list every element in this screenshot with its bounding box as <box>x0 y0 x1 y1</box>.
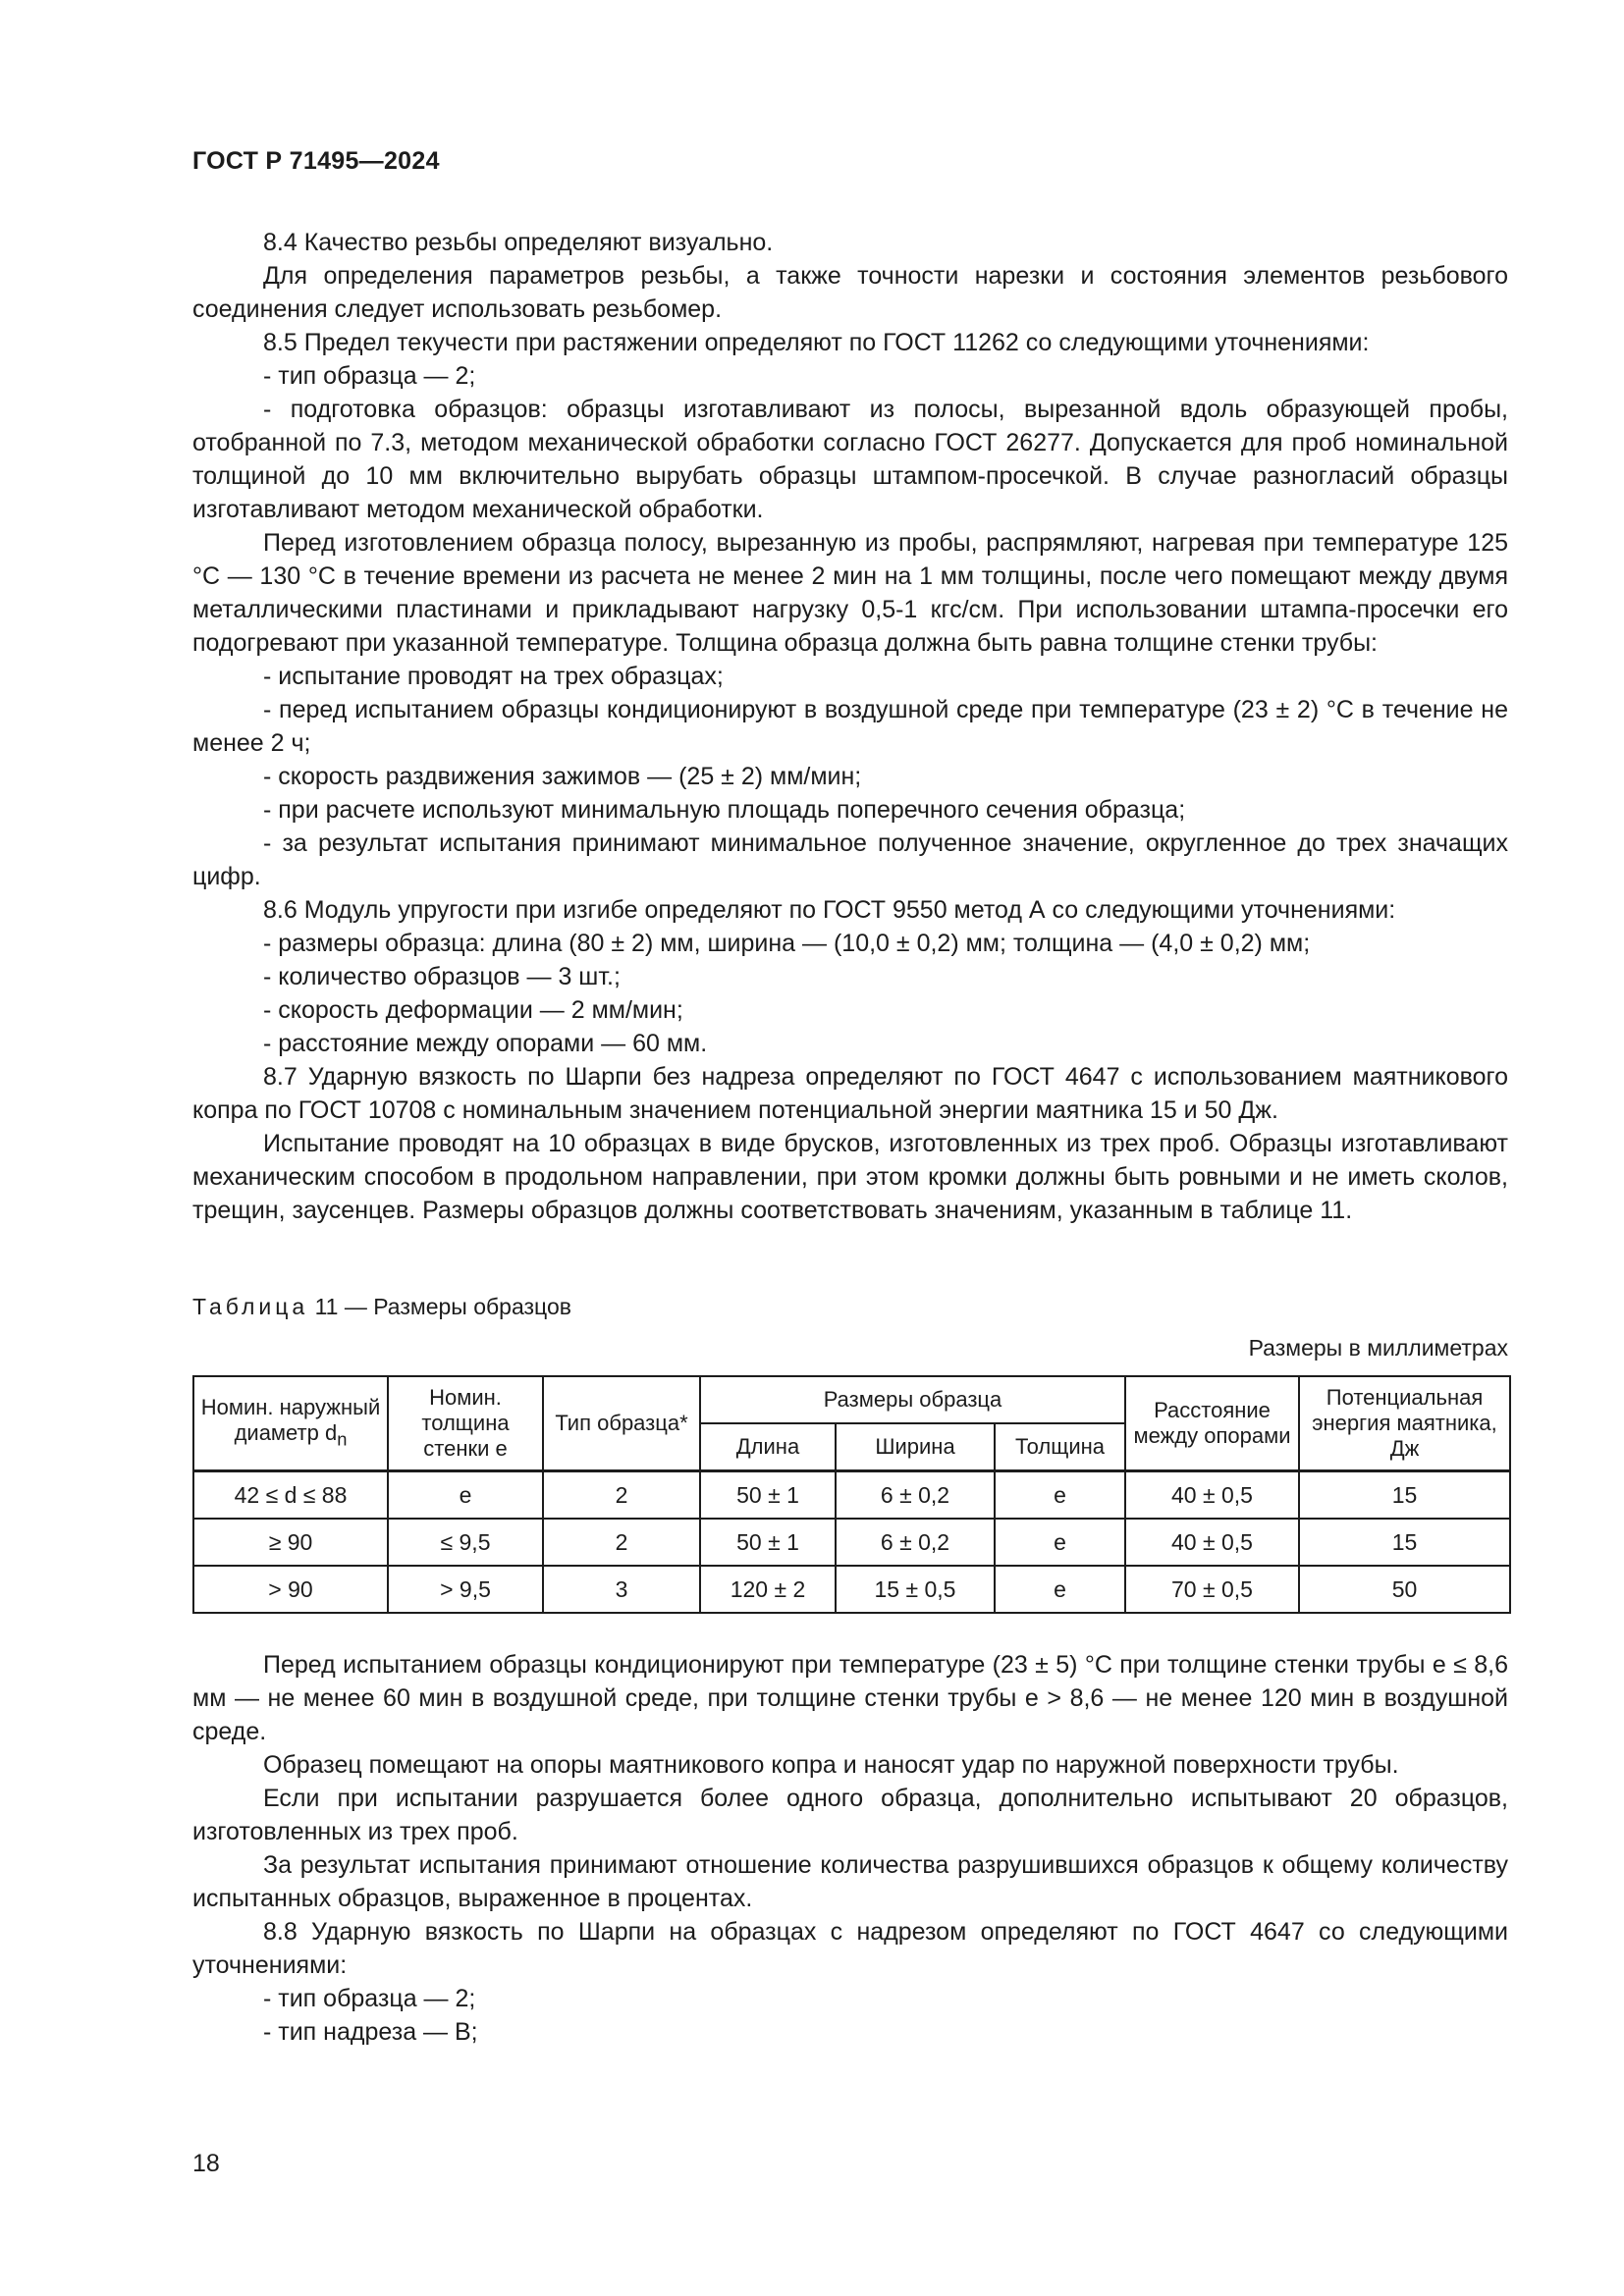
list-item: - за результат испытания принимают минимальное полученное значение, округленное до трех значащих цифр. <box>192 829 1508 890</box>
header-length: Длина <box>700 1423 836 1471</box>
table-cell: 6 ± 0,2 <box>836 1519 995 1566</box>
paragraph: Перед испытанием образцы кондиционируют при температуре (23 ± 5) °С при толщине стенки трубы e ≤ 8,6 мм — не менее 60 мин в воздушной среде, при толщине стенки трубы e > 8,6 — не менее 120 мин в воздушной среде. <box>192 1651 1508 1745</box>
list-item: - тип образца — 2; <box>263 1985 476 2012</box>
body-text-before-table <box>192 226 1508 1227</box>
table-cell: e <box>995 1519 1125 1566</box>
table-caption-title: 11 — Размеры образцов <box>308 1294 571 1319</box>
paragraph: Испытание проводят на 10 образцах в виде брусков, изготовленных из трех проб. Образцы изготавливают механическим способом в продольном направлении, при этом кромки должны быть ровными и не иметь сколов, трещин, заусенцев. Размеры образцов должны соответствовать значениям, указанным в таблице 11. <box>192 1130 1508 1224</box>
list-item: - перед испытанием образцы кондиционируют в воздушной среде при температуре (23 ± 2) °С в течение не менее 2 ч; <box>192 696 1508 757</box>
header-pendulum-energy: Потенциальная энергия маятника, Дж <box>1299 1376 1510 1471</box>
list-item: - скорость деформации — 2 мм/мин; <box>263 996 683 1024</box>
table-cell: > 90 <box>193 1566 388 1613</box>
table-cell: 50 ± 1 <box>700 1519 836 1566</box>
header-specimen-dimensions: Размеры образца <box>700 1376 1125 1423</box>
list-item: - подготовка образцов: образцы изготавливают из полосы, вырезанной вдоль образующей пробы, отобранной по 7.3, методом механической обработки согласно ГОСТ 26277. Допускается для проб номинальной толщиной до 10 мм включительно вырубать образцы штампом-просечкой. В случае разногласий образцы изготавливают методом механической обработки. <box>192 396 1508 523</box>
table-cell: 120 ± 2 <box>700 1566 836 1613</box>
table-cell: 15 ± 0,5 <box>836 1566 995 1613</box>
table-cell: 2 <box>543 1471 700 1520</box>
paragraph: 8.6 Модуль упругости при изгибе определяют по ГОСТ 9550 метод А со следующими уточнениями: <box>263 896 1396 924</box>
header-nominal-diameter: Номин. наружный диаметр $d_n$ <box>193 1376 388 1471</box>
list-item: - размеры образца: длина (80 ± 2) мм, ширина — (10,0 ± 0,2) мм; толщина — (4,0 ± 0,2) мм; <box>263 930 1311 957</box>
paragraph: 8.5 Предел текучести при растяжении определяют по ГОСТ 11262 со следующими уточнениями: <box>263 329 1370 356</box>
table-cell: 40 ± 0,5 <box>1125 1471 1299 1520</box>
table-cell: > 9,5 <box>388 1566 543 1613</box>
list-item: - тип образца — 2; <box>263 362 476 390</box>
table-units-note: Размеры в миллиметрах <box>1248 1335 1508 1361</box>
table-cell: 42 ≤ d ≤ 88 <box>193 1471 388 1520</box>
table-cell: 15 <box>1299 1519 1510 1566</box>
body-text-after-table <box>192 1648 1508 2049</box>
table-caption-word: Таблица <box>192 1294 309 1319</box>
table-cell: 2 <box>543 1519 700 1566</box>
table-cell: 6 ± 0,2 <box>836 1471 995 1520</box>
table-cell: 3 <box>543 1566 700 1613</box>
specimen-size-table <box>192 1375 1511 1614</box>
table-cell: e <box>388 1471 543 1520</box>
paragraph: 8.7 Ударную вязкость по Шарпи без надреза определяют по ГОСТ 4647 с использованием маятникового копра по ГОСТ 10708 с номинальным значением потенциальной энергии маятника 15 и 50 Дж. <box>192 1063 1508 1124</box>
list-item: - расстояние между опорами — 60 мм. <box>263 1030 708 1057</box>
table-cell: 70 ± 0,5 <box>1125 1566 1299 1613</box>
table-cell: 50 ± 1 <box>700 1471 836 1520</box>
document-header: ГОСТ Р 71495—2024 <box>192 147 440 175</box>
list-item: - количество образцов — 3 шт.; <box>263 963 621 990</box>
list-item: - тип надреза — В; <box>263 2018 478 2046</box>
table-caption <box>192 1294 571 1320</box>
paragraph: Если при испытании разрушается более одного образца, дополнительно испытывают 20 образцов, изготовленных из трех проб. <box>192 1785 1508 1845</box>
table-cell: 40 ± 0,5 <box>1125 1519 1299 1566</box>
paragraph: Образец помещают на опоры маятникового копра и наносят удар по наружной поверхности трубы. <box>263 1751 1399 1779</box>
list-item: - при расчете используют минимальную площадь поперечного сечения образца; <box>263 796 1186 824</box>
paragraph: 8.4 Качество резьбы определяют визуально. <box>263 229 774 256</box>
table-cell: ≤ 9,5 <box>388 1519 543 1566</box>
list-item: - скорость раздвижения зажимов — (25 ± 2) мм/мин; <box>263 763 862 790</box>
paragraph: За результат испытания принимают отношение количества разрушившихся образцов к общему количеству испытанных образцов, выраженное в процентах. <box>192 1851 1508 1912</box>
header-specimen-type: Тип образца* <box>543 1376 700 1471</box>
paragraph: 8.8 Ударную вязкость по Шарпи на образцах с надрезом определяют по ГОСТ 4647 со следующими уточнениями: <box>192 1918 1508 1979</box>
table-row <box>193 1471 1510 1520</box>
page-number: 18 <box>192 2150 220 2177</box>
list-item: - испытание проводят на трех образцах; <box>263 663 724 690</box>
header-width: Ширина <box>836 1423 995 1471</box>
header-nominal-thickness: Номин. толщина стенки e <box>388 1376 543 1471</box>
table-cell: ≥ 90 <box>193 1519 388 1566</box>
paragraph: Для определения параметров резьбы, а также точности нарезки и состояния элементов резьбового соединения следует использовать резьбомер. <box>192 262 1508 323</box>
paragraph: Перед изготовлением образца полосу, вырезанную из пробы, распрямляют, нагревая при температуре 125 °С — 130 °С в течение времени из расчета не менее 2 мин на 1 мм толщины, после чего помещают между двумя металлическими пластинами и прикладывают нагрузку 0,5-1 кгс/см. При использовании штампа-просечки его подогревают при указанной температуре. Толщина образца должна быть равна толщине стенки трубы: <box>192 529 1508 657</box>
header-thickness: Толщина <box>995 1423 1125 1471</box>
table-cell: 15 <box>1299 1471 1510 1520</box>
table-cell: e <box>995 1566 1125 1613</box>
table-cell: e <box>995 1471 1125 1520</box>
table-row <box>193 1519 1510 1566</box>
table-cell: 50 <box>1299 1566 1510 1613</box>
table-row <box>193 1566 1510 1613</box>
header-support-distance: Расстояние между опорами <box>1125 1376 1299 1471</box>
